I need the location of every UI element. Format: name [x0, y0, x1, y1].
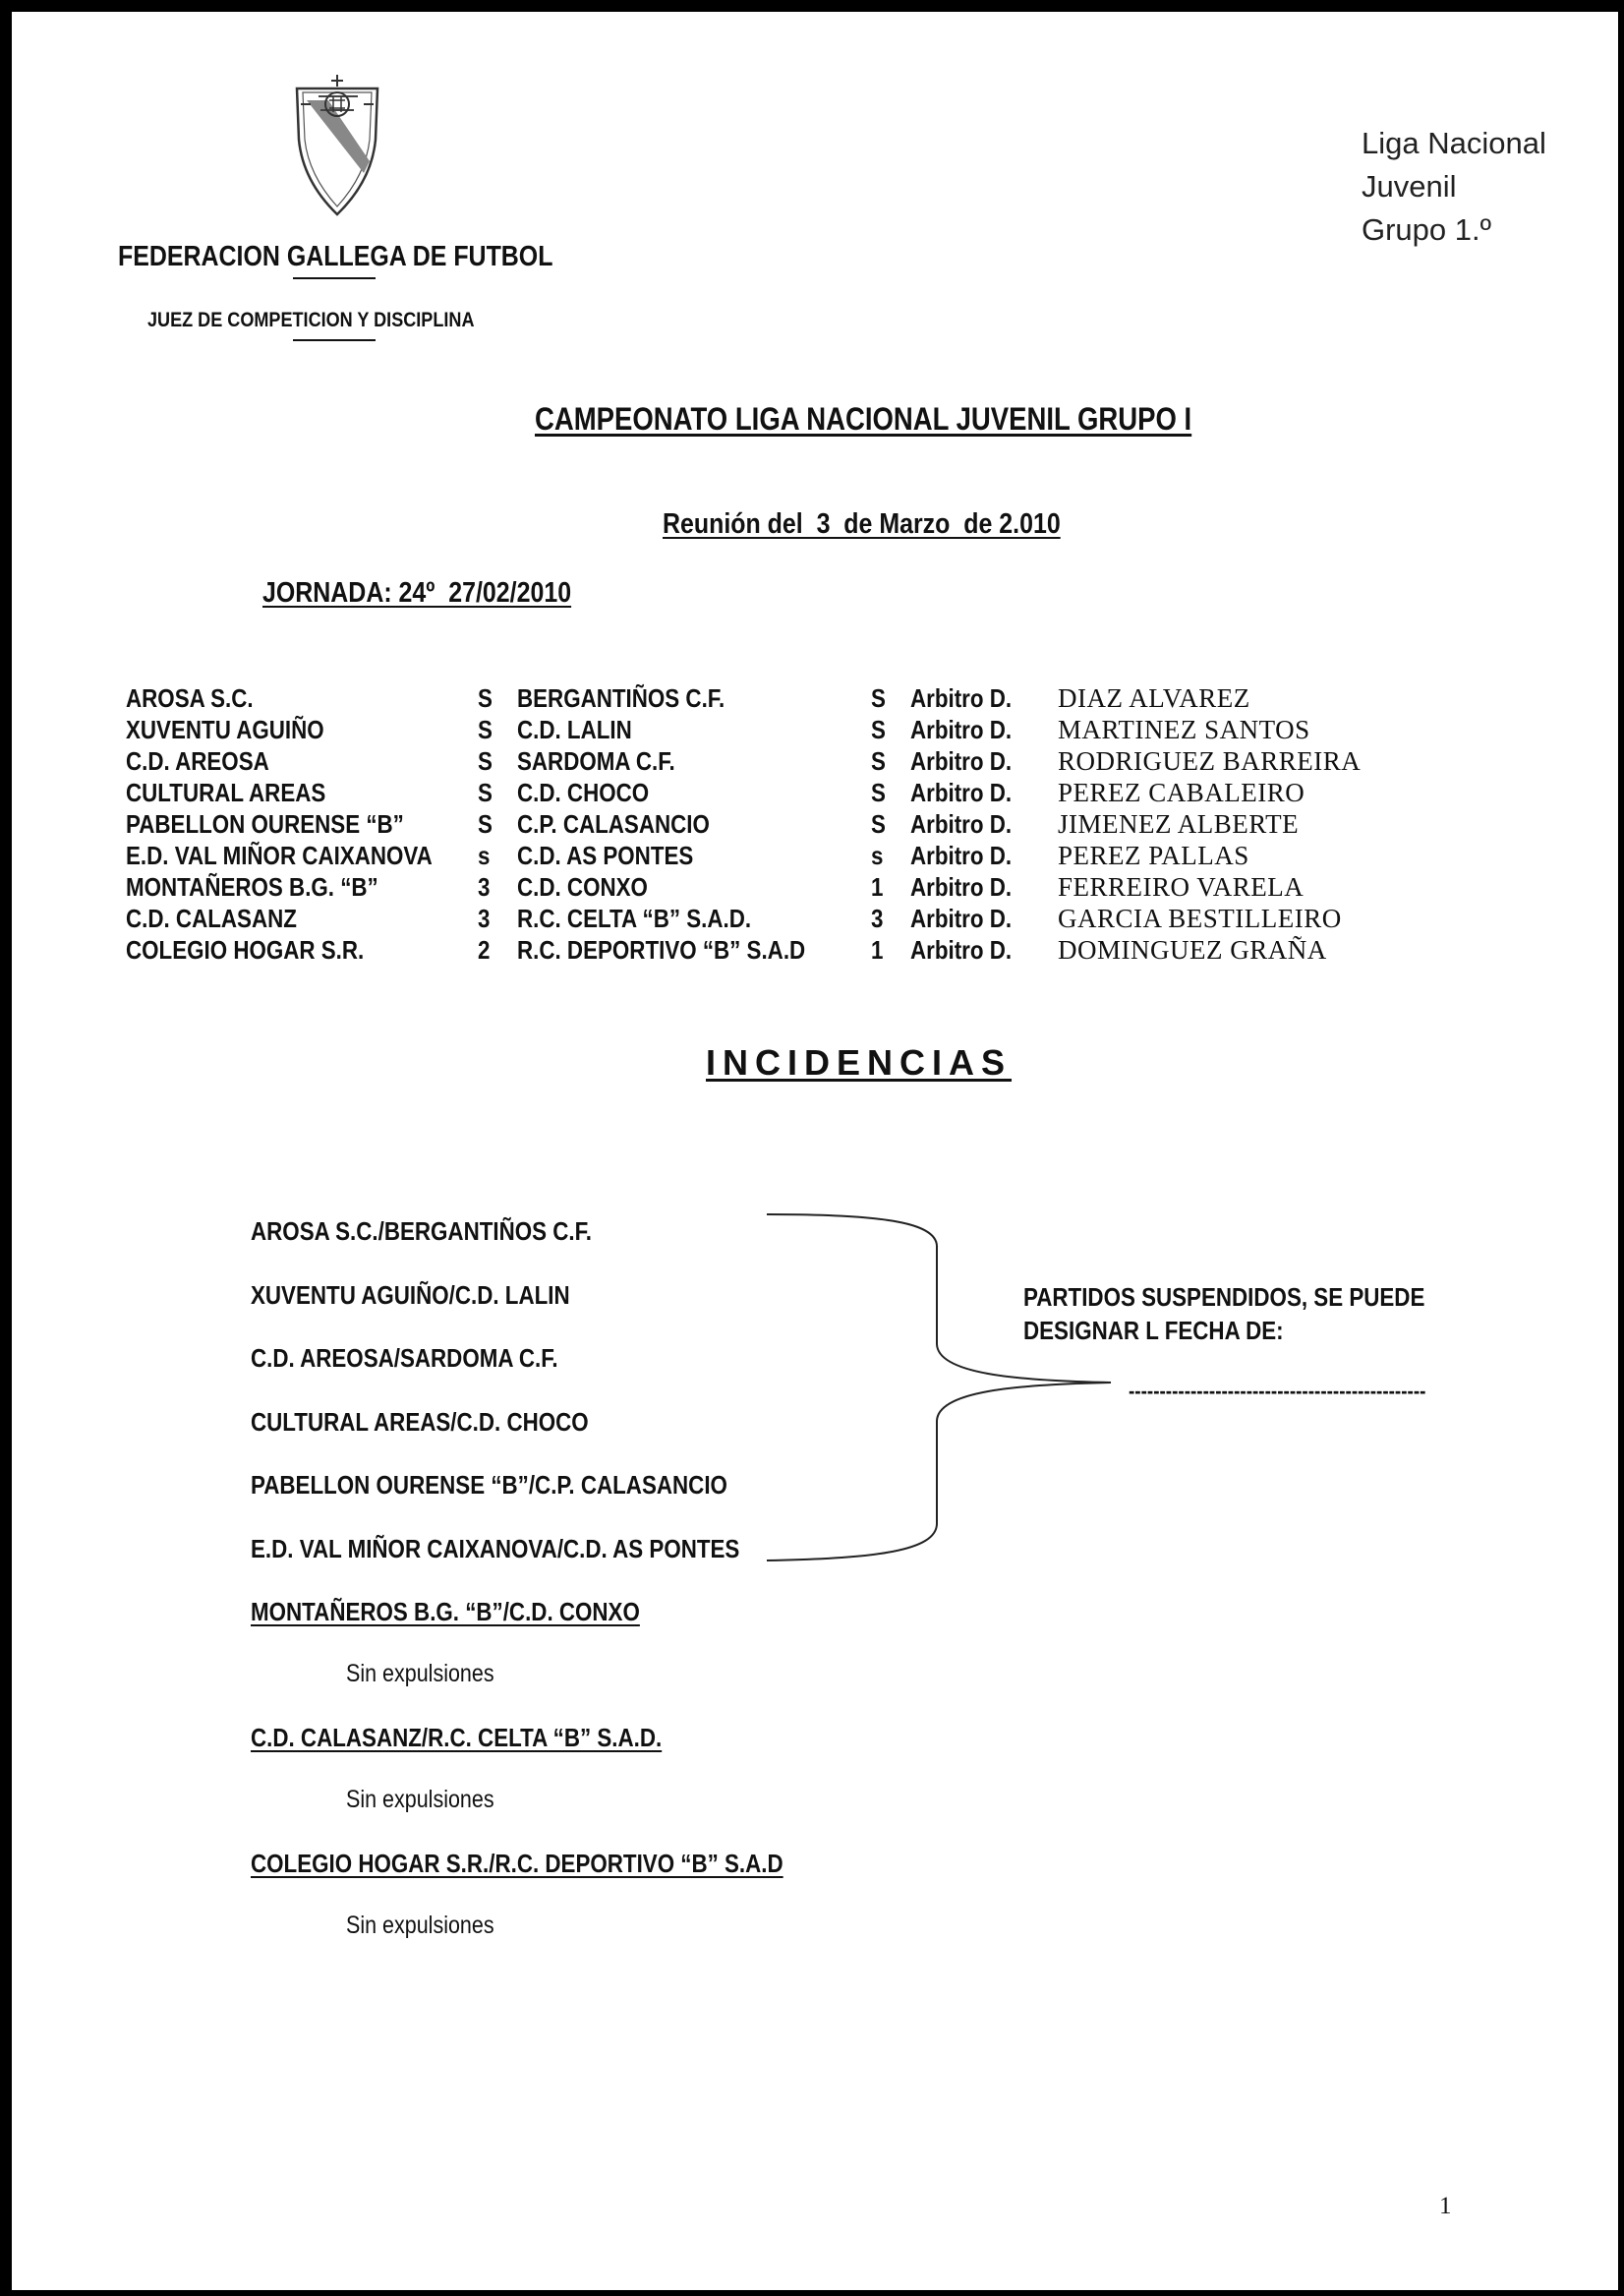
away-score: S: [871, 746, 886, 776]
away-team: C.P. CALASANCIO: [517, 809, 710, 839]
home-team: AROSA S.C.: [126, 683, 254, 713]
home-team: CULTURAL AREAS: [126, 778, 326, 807]
bracket-shape: [12, 12, 1618, 2290]
referee-name: MARTINEZ SANTOS: [1058, 715, 1310, 744]
played-match: C.D. CALASANZ/R.C. CELTA “B” S.A.D.: [251, 1723, 663, 1752]
referee-name: JIMENEZ ALBERTE: [1058, 809, 1300, 839]
referee-role: Arbitro D.: [910, 904, 1013, 933]
document-title: CAMPEONATO LIGA NACIONAL JUVENIL GRUPO I: [535, 401, 1192, 437]
referee-role: Arbitro D.: [910, 778, 1013, 807]
referee-name: RODRIGUEZ BARREIRA: [1058, 746, 1362, 776]
scan-frame-top: [0, 0, 1624, 12]
league-label: [1362, 122, 1546, 252]
incidencias-heading: INCIDENCIAS: [706, 1042, 1013, 1083]
scan-frame-left: [0, 0, 12, 2296]
away-team: C.D. AS PONTES: [517, 841, 694, 870]
suspended-match: XUVENTU AGUIÑO/C.D. LALIN: [251, 1280, 570, 1310]
away-score: s: [871, 841, 884, 870]
suspended-match: E.D. VAL MIÑOR CAIXANOVA/C.D. AS PONTES: [251, 1534, 740, 1563]
played-match: COLEGIO HOGAR S.R./R.C. DEPORTIVO “B” S.A.D: [251, 1849, 783, 1878]
referee-role: Arbitro D.: [910, 935, 1013, 965]
home-team: C.D. CALASANZ: [126, 904, 297, 933]
away-team: SARDOMA C.F.: [517, 746, 675, 776]
suspended-note: [1023, 1280, 1424, 1347]
suspended-note-line-1: PARTIDOS SUSPENDIDOS, SE PUEDE: [1023, 1282, 1425, 1312]
referee-role: Arbitro D.: [910, 746, 1013, 776]
away-team: C.D. LALIN: [517, 715, 632, 744]
home-team: PABELLON OURENSE “B”: [126, 809, 404, 839]
department-name: JUEZ DE COMPETICION Y DISCIPLINA: [147, 309, 475, 331]
suspended-match: PABELLON OURENSE “B”/C.P. CALASANCIO: [251, 1470, 727, 1500]
away-team: R.C. CELTA “B” S.A.D.: [517, 904, 752, 933]
away-team: C.D. CONXO: [517, 872, 648, 902]
jornada-label: JORNADA: 24º 27/02/2010: [262, 577, 572, 609]
referee-name: GARCIA BESTILLEIRO: [1058, 904, 1342, 933]
expulsion-note: Sin expulsiones: [346, 1912, 494, 1939]
home-score: S: [478, 809, 493, 839]
divider-top: [293, 277, 376, 279]
date-blank: ------------------------------------------------: [1129, 1379, 1426, 1403]
home-score: 2: [478, 935, 491, 965]
federation-crest-icon: [289, 71, 385, 216]
referee-role: Arbitro D.: [910, 872, 1013, 902]
league-line-3: Grupo 1.º: [1362, 212, 1491, 247]
suspended-note-line-2: DESIGNAR L FECHA DE:: [1023, 1316, 1284, 1345]
away-score: S: [871, 778, 886, 807]
referee-role: Arbitro D.: [910, 809, 1013, 839]
away-score: 1: [871, 872, 884, 902]
referee-name: PEREZ PALLAS: [1058, 841, 1249, 870]
home-team: COLEGIO HOGAR S.R.: [126, 935, 365, 965]
away-score: S: [871, 715, 886, 744]
referee-name: DOMINGUEZ GRAÑA: [1058, 935, 1327, 965]
home-team: C.D. AREOSA: [126, 746, 269, 776]
scan-frame-right: [1618, 0, 1624, 2296]
referee-name: PEREZ CABALEIRO: [1058, 778, 1305, 807]
home-team: E.D. VAL MIÑOR CAIXANOVA: [126, 841, 433, 870]
home-score: S: [478, 778, 493, 807]
league-line-1: Liga Nacional: [1362, 126, 1546, 160]
referee-name: FERREIRO VARELA: [1058, 872, 1305, 902]
home-score: S: [478, 683, 493, 713]
away-team: R.C. DEPORTIVO “B” S.A.D: [517, 935, 806, 965]
referee-name: DIAZ ALVAREZ: [1058, 683, 1250, 713]
home-team: MONTAÑEROS B.G. “B”: [126, 872, 378, 902]
away-team: BERGANTIÑOS C.F.: [517, 683, 725, 713]
league-line-2: Juvenil: [1362, 169, 1457, 204]
away-score: S: [871, 809, 886, 839]
document-page: [12, 12, 1618, 2290]
suspended-match: C.D. AREOSA/SARDOMA C.F.: [251, 1343, 558, 1373]
expulsion-note: Sin expulsiones: [346, 1660, 494, 1687]
referee-role: Arbitro D.: [910, 715, 1013, 744]
suspended-match: AROSA S.C./BERGANTIÑOS C.F.: [251, 1216, 593, 1246]
meeting-date: Reunión del 3 de Marzo de 2.010: [663, 508, 1061, 540]
home-score: S: [478, 746, 493, 776]
away-score: 3: [871, 904, 884, 933]
suspended-match: CULTURAL AREAS/C.D. CHOCO: [251, 1407, 589, 1437]
referee-role: Arbitro D.: [910, 683, 1013, 713]
referee-role: Arbitro D.: [910, 841, 1013, 870]
home-team: XUVENTU AGUIÑO: [126, 715, 324, 744]
federation-name: FEDERACION GALLEGA DE FUTBOL: [118, 241, 553, 272]
played-match: MONTAÑEROS B.G. “B”/C.D. CONXO: [251, 1597, 640, 1626]
away-team: C.D. CHOCO: [517, 778, 650, 807]
expulsion-note: Sin expulsiones: [346, 1786, 494, 1813]
home-score: S: [478, 715, 493, 744]
home-score: 3: [478, 904, 491, 933]
page-number: 1: [1439, 2193, 1452, 2219]
home-score: s: [478, 841, 491, 870]
away-score: S: [871, 683, 886, 713]
home-score: 3: [478, 872, 491, 902]
scan-frame-bottom: [0, 2290, 1624, 2296]
away-score: 1: [871, 935, 884, 965]
divider-bottom: [293, 339, 376, 341]
